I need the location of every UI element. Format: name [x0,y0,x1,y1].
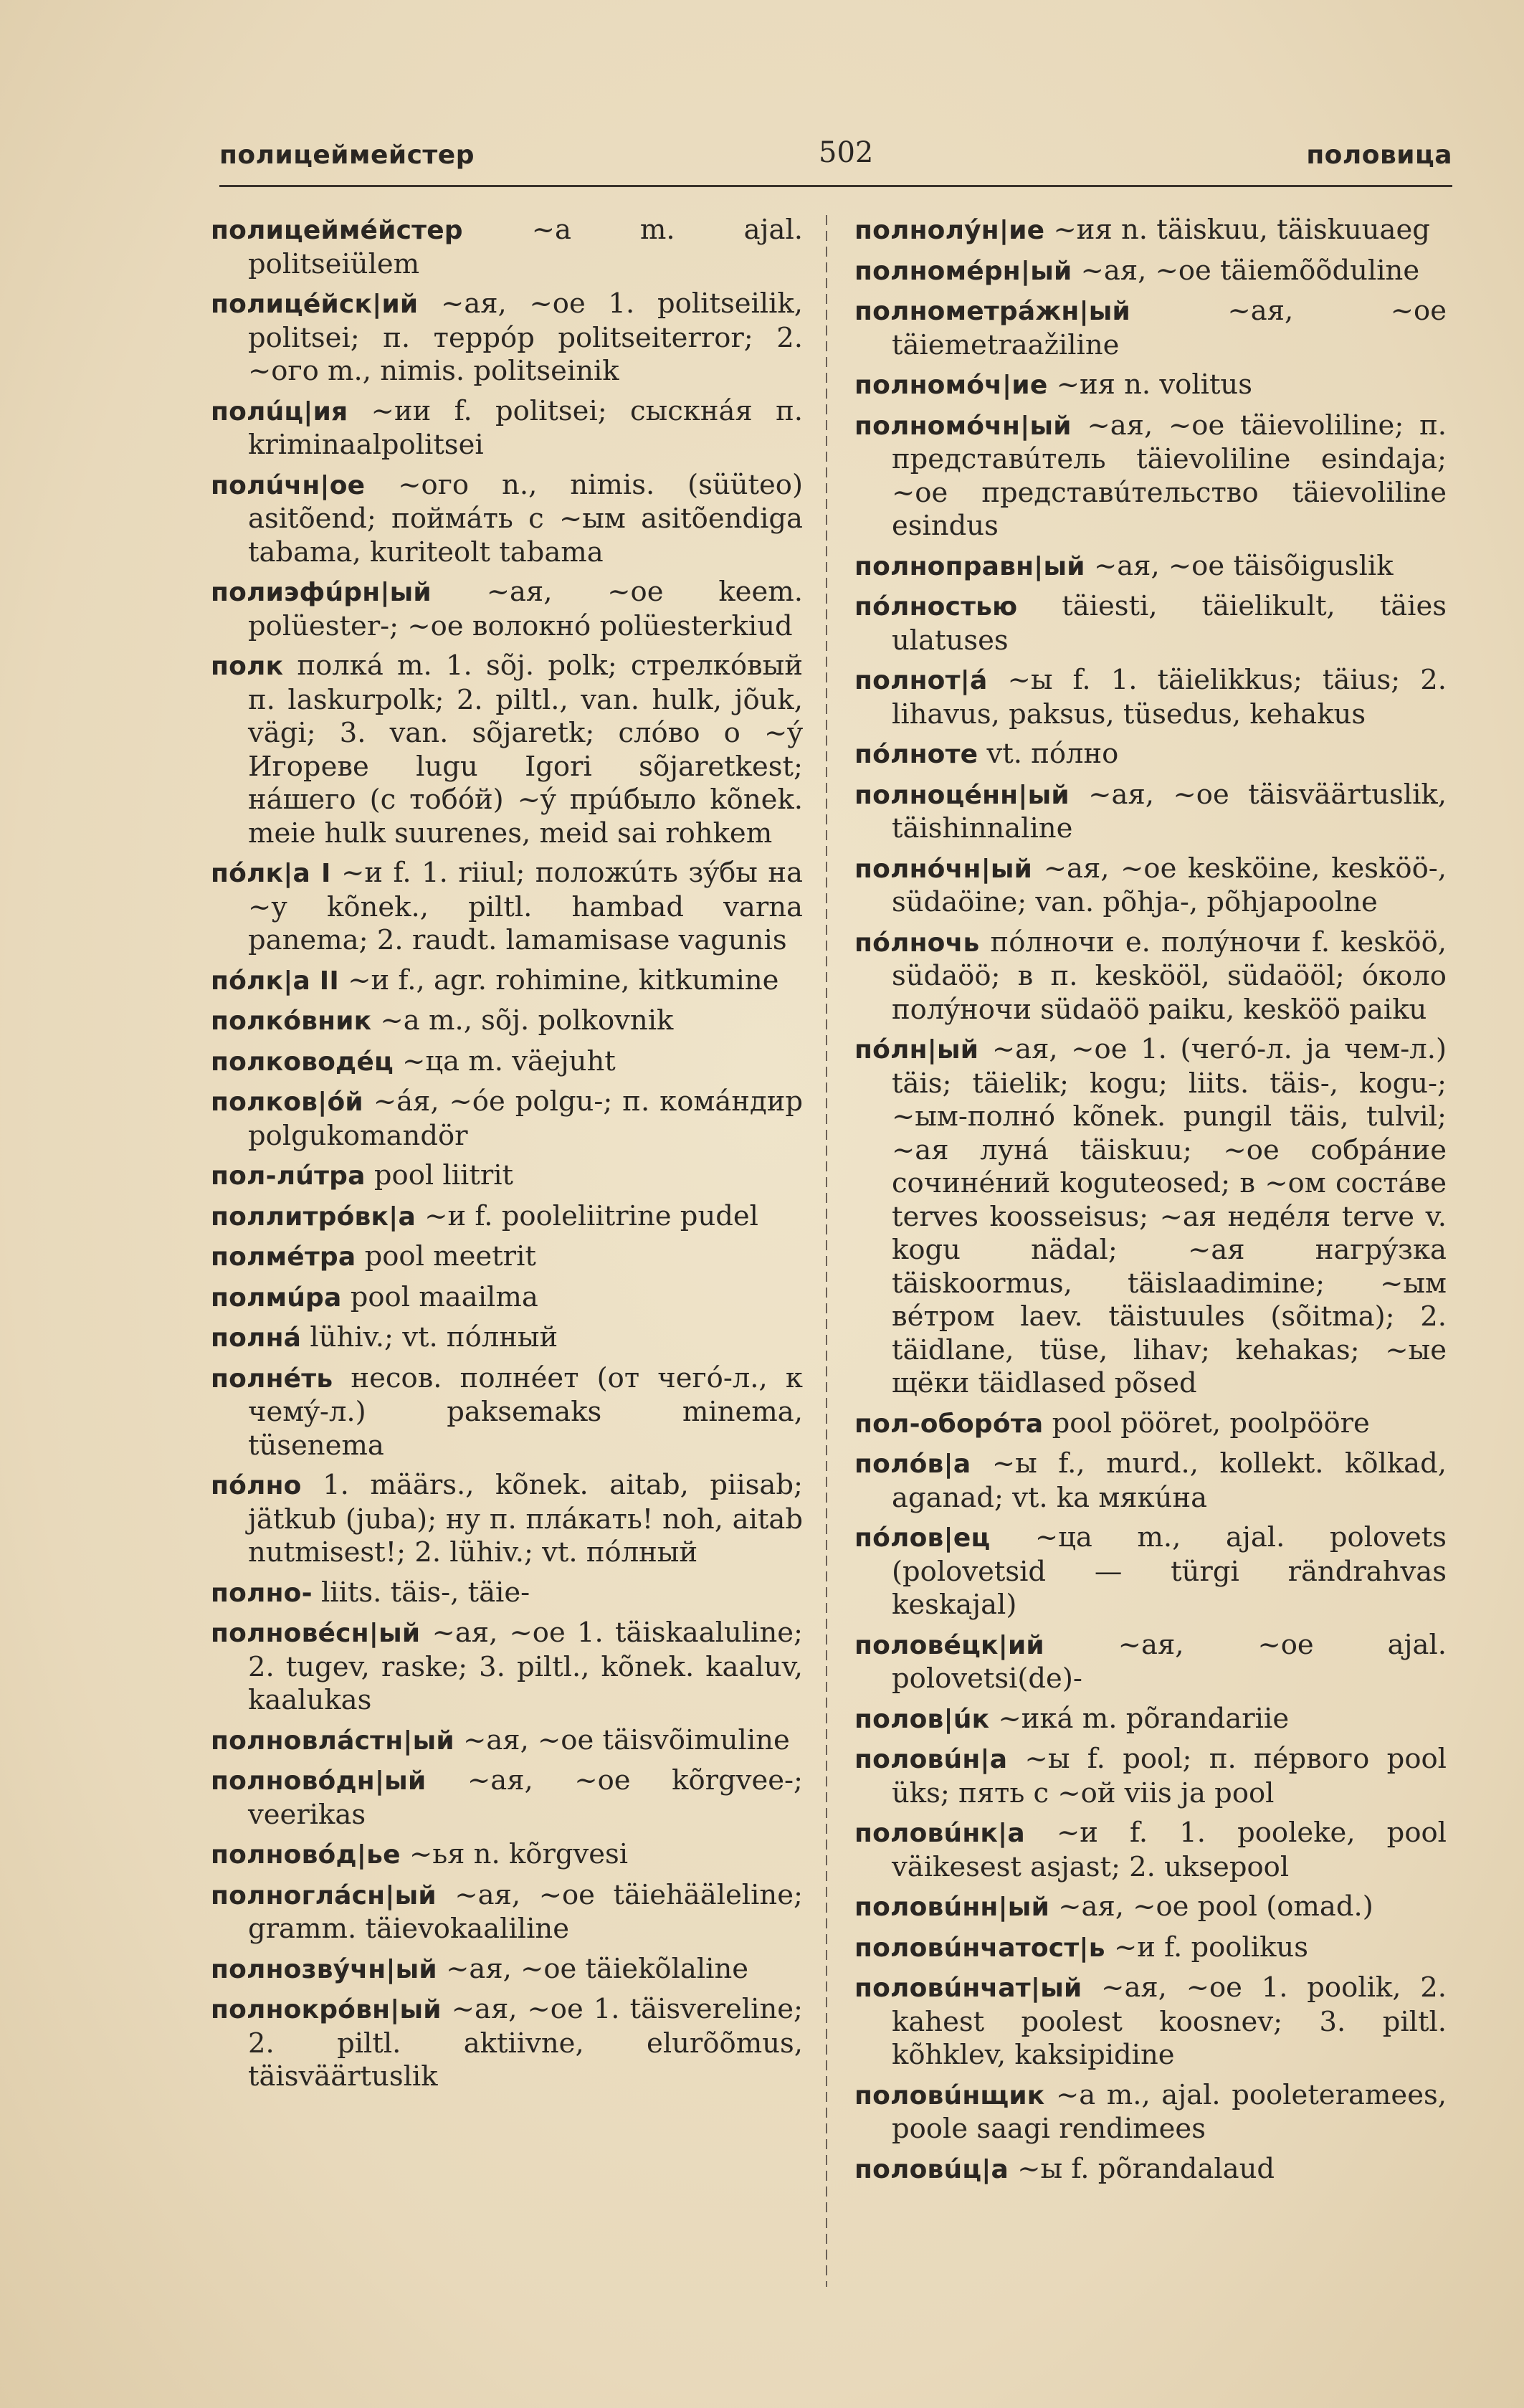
dictionary-entry [854,1629,1447,1696]
dictionary-entry [854,926,1447,1027]
entry-definition: ~ая, ~ое kesköine, kesköö-, südaöine; van. põhja-, põhjapoolne [892,852,1447,918]
entry-headword: полóв|а [854,1450,971,1479]
entry-definition: ~а m., sõj. polkovnik [371,1004,674,1037]
entry-headword: полководéц [211,1047,394,1077]
dictionary-entry [854,1931,1447,1966]
entry-definition: pool pööret, poolpööre [1043,1407,1370,1439]
entry-headword: полиэфúрн|ый [211,578,432,607]
entry-definition: ~ии f. politsei; сыскнáя п. kriminaalpolitsei [248,394,803,461]
entry-headword: полновлáстн|ый [211,1726,454,1756]
entry-definition: ~ая, ~ое 1. täisvereline; 2. piltl. aktiivne, elurõõmus, täisväärtuslik [248,1993,803,2093]
entry-headword: половúнщик [854,2080,1045,2110]
entry-definition: ~ая, ~ое keem. polüester-; ~ое волокнó polüesterkiud [248,576,803,642]
dictionary-entry [854,738,1447,772]
entry-definition: täiesti, täielikult, täies ulatuses [892,590,1447,657]
dictionary-entry [854,214,1447,248]
entry-definition: 1. määrs., kõnek. aitab, piisab; jätkub (juba); ну п. плáкать! noh, aitab nutmisest!; 2. lühiv.; vt. пóлный [248,1469,803,1569]
entry-definition: ~ая, ~ое täievoliline; п. представúтель täievoliline esindaja; ~ое представúтельство täievoliline esindus [892,409,1447,542]
entry-headword: пол-оборóта [854,1409,1044,1439]
dictionary-entry [854,1407,1447,1442]
entry-definition: ~ая, ~ое täiekõlaline [437,1952,749,1985]
dictionary-entry [211,1321,803,1356]
entry-headword: полномóч|ие [854,371,1048,400]
entry-headword: полицеймéйстер [211,216,463,245]
dictionary-entry [211,287,803,389]
entry-headword: полúц|ия [211,396,348,427]
entry-definition: ~ая, ~ое ajal. polovetsi(de)- [892,1628,1447,1695]
dictionary-entry [854,1521,1447,1622]
page-header [219,136,1452,179]
entry-headword: полков|óй [211,1088,363,1117]
dictionary-entry [854,1817,1447,1884]
dictionary-entry [854,1703,1447,1737]
dictionary-entry [211,1879,803,1946]
entry-definition: ~ая, ~ое täiehääleline; gramm. täievokaaliline [248,1878,803,1945]
entry-headword: полúчн|ое [211,470,366,500]
entry-headword: полмúра [211,1282,342,1313]
dictionary-entry [211,1724,803,1759]
entry-headword: полнокрóвн|ый [211,1995,442,2024]
entry-headword: половúц|а [854,2154,1009,2184]
dictionary-entry [854,779,1447,846]
dictionary-entry [854,409,1447,543]
entry-headword: пóлночь [854,928,980,958]
entry-definition: ~ая, ~ое täisõiguslik [1085,549,1394,582]
dictionary-entry [211,1004,803,1039]
entry-definition: ~ая, ~ое 1. (чегó-л. ja чем-л.) täis; täielik; kogu; liits. täis-, kogu-; ~ым-полнó kõnek. pungil täis, tulvil; ~ая лунá täiskuu; ~ое собрáние сочинéний koguteosed; в ~ом состáве terves koosseisus; ~ая недéля terve v. kogu nädal; ~ая нагрýзка täiskoormus, täislaadimine; ~ым вéтром laev. täistuules (sõitma); 2. täidlane, tüse, lihav; kehakas; ~ые щёки täidlased põsed [892,1033,1447,1399]
dictionary-entry [211,1576,803,1611]
dictionary-entry [211,1159,803,1194]
right-guide-word: половица [1306,141,1452,170]
dictionary-entry [211,1281,803,1315]
entry-headword: полновéсн|ый [211,1619,421,1648]
entry-headword: полицéйск|ий [211,290,419,319]
entry-headword: половúнн|ый [854,1893,1049,1922]
entry-headword: пол-лúтра [211,1161,366,1191]
dictionary-entry [211,964,803,999]
entry-headword: пóлн|ый [854,1035,979,1065]
entry-definition: lühiv.; vt. пóлный [301,1321,558,1353]
dictionary-entry [211,395,803,462]
entry-headword: пóлов|ец [854,1523,991,1553]
entry-definition: ~ая, ~ое täiemõõduline [1072,254,1420,287]
entry-headword: полнот|á [854,666,988,695]
entry-definition: ~ая, ~ое pool (omad.) [1049,1890,1373,1923]
entry-definition: ~ы f. pool; п. пéрвого pool üks; пять с ~ой viis ja pool [892,1743,1447,1809]
dictionary-entry [854,590,1447,657]
entry-headword: половúн|а [854,1745,1008,1774]
dictionary-entry [211,1838,803,1872]
entry-definition: pool maailma [341,1280,538,1313]
dictionary-entry [854,2153,1447,2187]
entry-definition: пóлночи e. полýночи f. kesköö, südaöö; в п. keskööl, südaööl; óколо полýночи südaöö paiku, kesköö paiku [892,925,1447,1026]
entry-definition: liits. täis-, täie- [312,1576,530,1609]
entry-headword: половúнк|а [854,1819,1025,1848]
entry-headword: пóлно [211,1471,302,1500]
entry-headword: половéцк|ий [854,1630,1044,1660]
dictionary-entry [211,1617,803,1718]
entry-headword: полнозвýчн|ый [211,1954,437,1984]
column-divider [826,215,827,2287]
entry-definition: ~ая, ~ое 1. politseilik, politsei; п. террóр politseiterror; 2. ~ого m., nimis. politseinik [248,287,803,387]
dictionary-entry [211,1200,803,1234]
entry-headword: полно- [211,1578,313,1608]
entry-headword: полк [211,652,284,681]
entry-definition: ~и f. poolikus [1105,1931,1308,1964]
dictionary-entry [854,295,1447,362]
entry-headword: полнá [211,1323,302,1353]
entry-definition: ~а m., ajal. pooleteramees, poole saagi rendimees [892,2078,1447,2145]
entry-headword: пóлк|а II [211,966,339,996]
entry-definition: ~ая, ~ое 1. täiskaaluline; 2. tugev, raske; 3. piltl., kõnek. kaaluv, kaalukas [248,1617,803,1716]
entry-headword: полноцéнн|ый [854,780,1070,810]
entry-headword: поллитрóвк|а [211,1201,416,1232]
entry-definition: несов. полнéет (от чегó-л., к чемý-л.) paksemaks minema, tüsenema [248,1361,803,1462]
dictionary-entry [211,857,803,958]
entry-definition: ~ы f., murd., kollekt. kõlkad, aganad; vt. ka мякúна [892,1447,1447,1514]
entry-headword: полновóд|ье [211,1840,401,1870]
entry-definition: ~ая, ~ое kõrgvee-; veerikas [248,1764,803,1831]
page-number: 502 [819,136,874,169]
dictionary-entry [211,576,803,643]
entry-definition: ~ая, ~ое täiemetraažiline [892,295,1447,361]
dictionary-entry [854,254,1447,289]
dictionary-entry [854,1447,1447,1515]
dictionary-entry [854,1743,1447,1810]
entry-definition: ~ая, ~ое 1. poolik, 2. kahest poolest koosnev; 3. piltl. kõhklev, kaksipidine [892,1971,1447,2071]
dictionary-entry [211,214,803,281]
dictionary-entry [211,469,803,570]
dictionary-entry [211,1764,803,1832]
entry-headword: полмéтра [211,1242,356,1272]
entry-definition: ~ья n. kõrgvesi [400,1838,629,1870]
dictionary-entry [211,1953,803,1987]
dictionary-entry [211,649,803,850]
entry-headword: пóлк|а I [211,859,331,888]
entry-headword: полнометрáжн|ый [854,297,1130,326]
entry-headword: полномéрн|ый [854,256,1072,286]
entry-definition: ~ая, ~ое täisväärtuslik, täishinnaline [892,778,1447,844]
entry-headword: половúнчат|ый [854,1974,1082,2003]
dictionary-entry [854,852,1447,920]
entry-headword: пóлноте [854,740,978,769]
left-guide-word: полицеймейстер [219,141,475,170]
dictionary-entry [854,1033,1447,1401]
entry-definition: ~и f. pooleliitrine pudel [416,1199,758,1232]
right-column [854,214,1447,2193]
left-column [211,214,803,2100]
dictionary-entry [211,1993,803,2094]
header-rule [219,185,1452,187]
dictionary-entry [854,550,1447,584]
entry-definition: ~ия n. volitus [1047,368,1252,401]
dictionary-entry [211,1085,803,1153]
entry-headword: полновóдн|ый [211,1766,427,1796]
dictionary-entry [211,1240,803,1275]
entry-definition: vt. пóлно [978,738,1119,770]
entry-definition: ~а m. ajal. politseiülem [248,214,803,280]
dictionary-entry [211,1469,803,1570]
entry-definition: ~и f. 1. riiul; положúть зýбы на ~у kõnek., piltl. hambad varna panema; 2. raudt. lamamisase vagunis [248,857,803,956]
entry-headword: полкóвник [211,1006,372,1036]
entry-headword: полноправн|ый [854,551,1085,581]
entry-definition: ~ца m. väejuht [393,1044,616,1077]
entry-definition: ~ы f. 1. täielikkus; täius; 2. lihavus, paksus, tüsedus, kehakus [892,664,1447,731]
entry-definition: ~áя, ~óе polgu-; п. комáндир polgukomandör [248,1085,803,1152]
entry-headword: полномóчн|ый [854,411,1072,441]
dictionary-entry [854,1971,1447,2073]
entry-definition: ~икá m. põrandariie [989,1702,1290,1735]
dictionary-entry [854,368,1447,403]
entry-definition: pool liitrit [365,1159,514,1191]
dictionary-entry [854,2079,1447,2146]
entry-headword: половúнчатост|ь [854,1933,1105,1963]
dictionary-entry [211,1362,803,1463]
entry-headword: полов|úк [854,1704,990,1734]
dictionary-entry [854,1890,1447,1925]
entry-definition: ~ы f. põrandalaud [1009,2152,1275,2185]
entry-headword: полноглáсн|ый [211,1880,437,1910]
dictionary-entry [854,664,1447,731]
dictionary-entry [211,1045,803,1080]
entry-headword: пóлностью [854,592,1018,622]
entry-headword: полнолýн|ие [854,216,1045,245]
entry-definition: ~ая, ~ое täisvõimuline [454,1723,790,1756]
entry-headword: полнóчн|ый [854,854,1033,884]
entry-headword: полнéть [211,1364,333,1394]
entry-definition: ~ца m., ajal. polovets (polovetsid — türgi rändrahvas keskajal) [892,1521,1447,1621]
entry-definition: ~и f., agr. rohimine, kitkumine [338,963,779,996]
entry-definition: ~ого n., nimis. (süüteo) asitõend; поймáть с ~ым asitõendiga tabama, kuriteolt tabama [248,468,803,568]
entry-definition: ~и f. 1. pooleke, pool väikesest asjast; 2. uksepool [892,1817,1447,1883]
entry-definition: ~ия n. täiskuu, täiskuuaeg [1044,214,1430,246]
entry-definition: полкá m. 1. sõj. polk; стрелкóвый п. laskurpolk; 2. piltl., van. hulk, jõuk, vägi; 3. van. sõjaretk; слóво о ~ý Игореве lugu Igori sõjaretkest; нáшего (с тобóй) ~ý прúбыло kõnek. meie hulk suurenes, meid sai rohkem [248,649,803,850]
entry-definition: pool meetrit [356,1240,536,1272]
